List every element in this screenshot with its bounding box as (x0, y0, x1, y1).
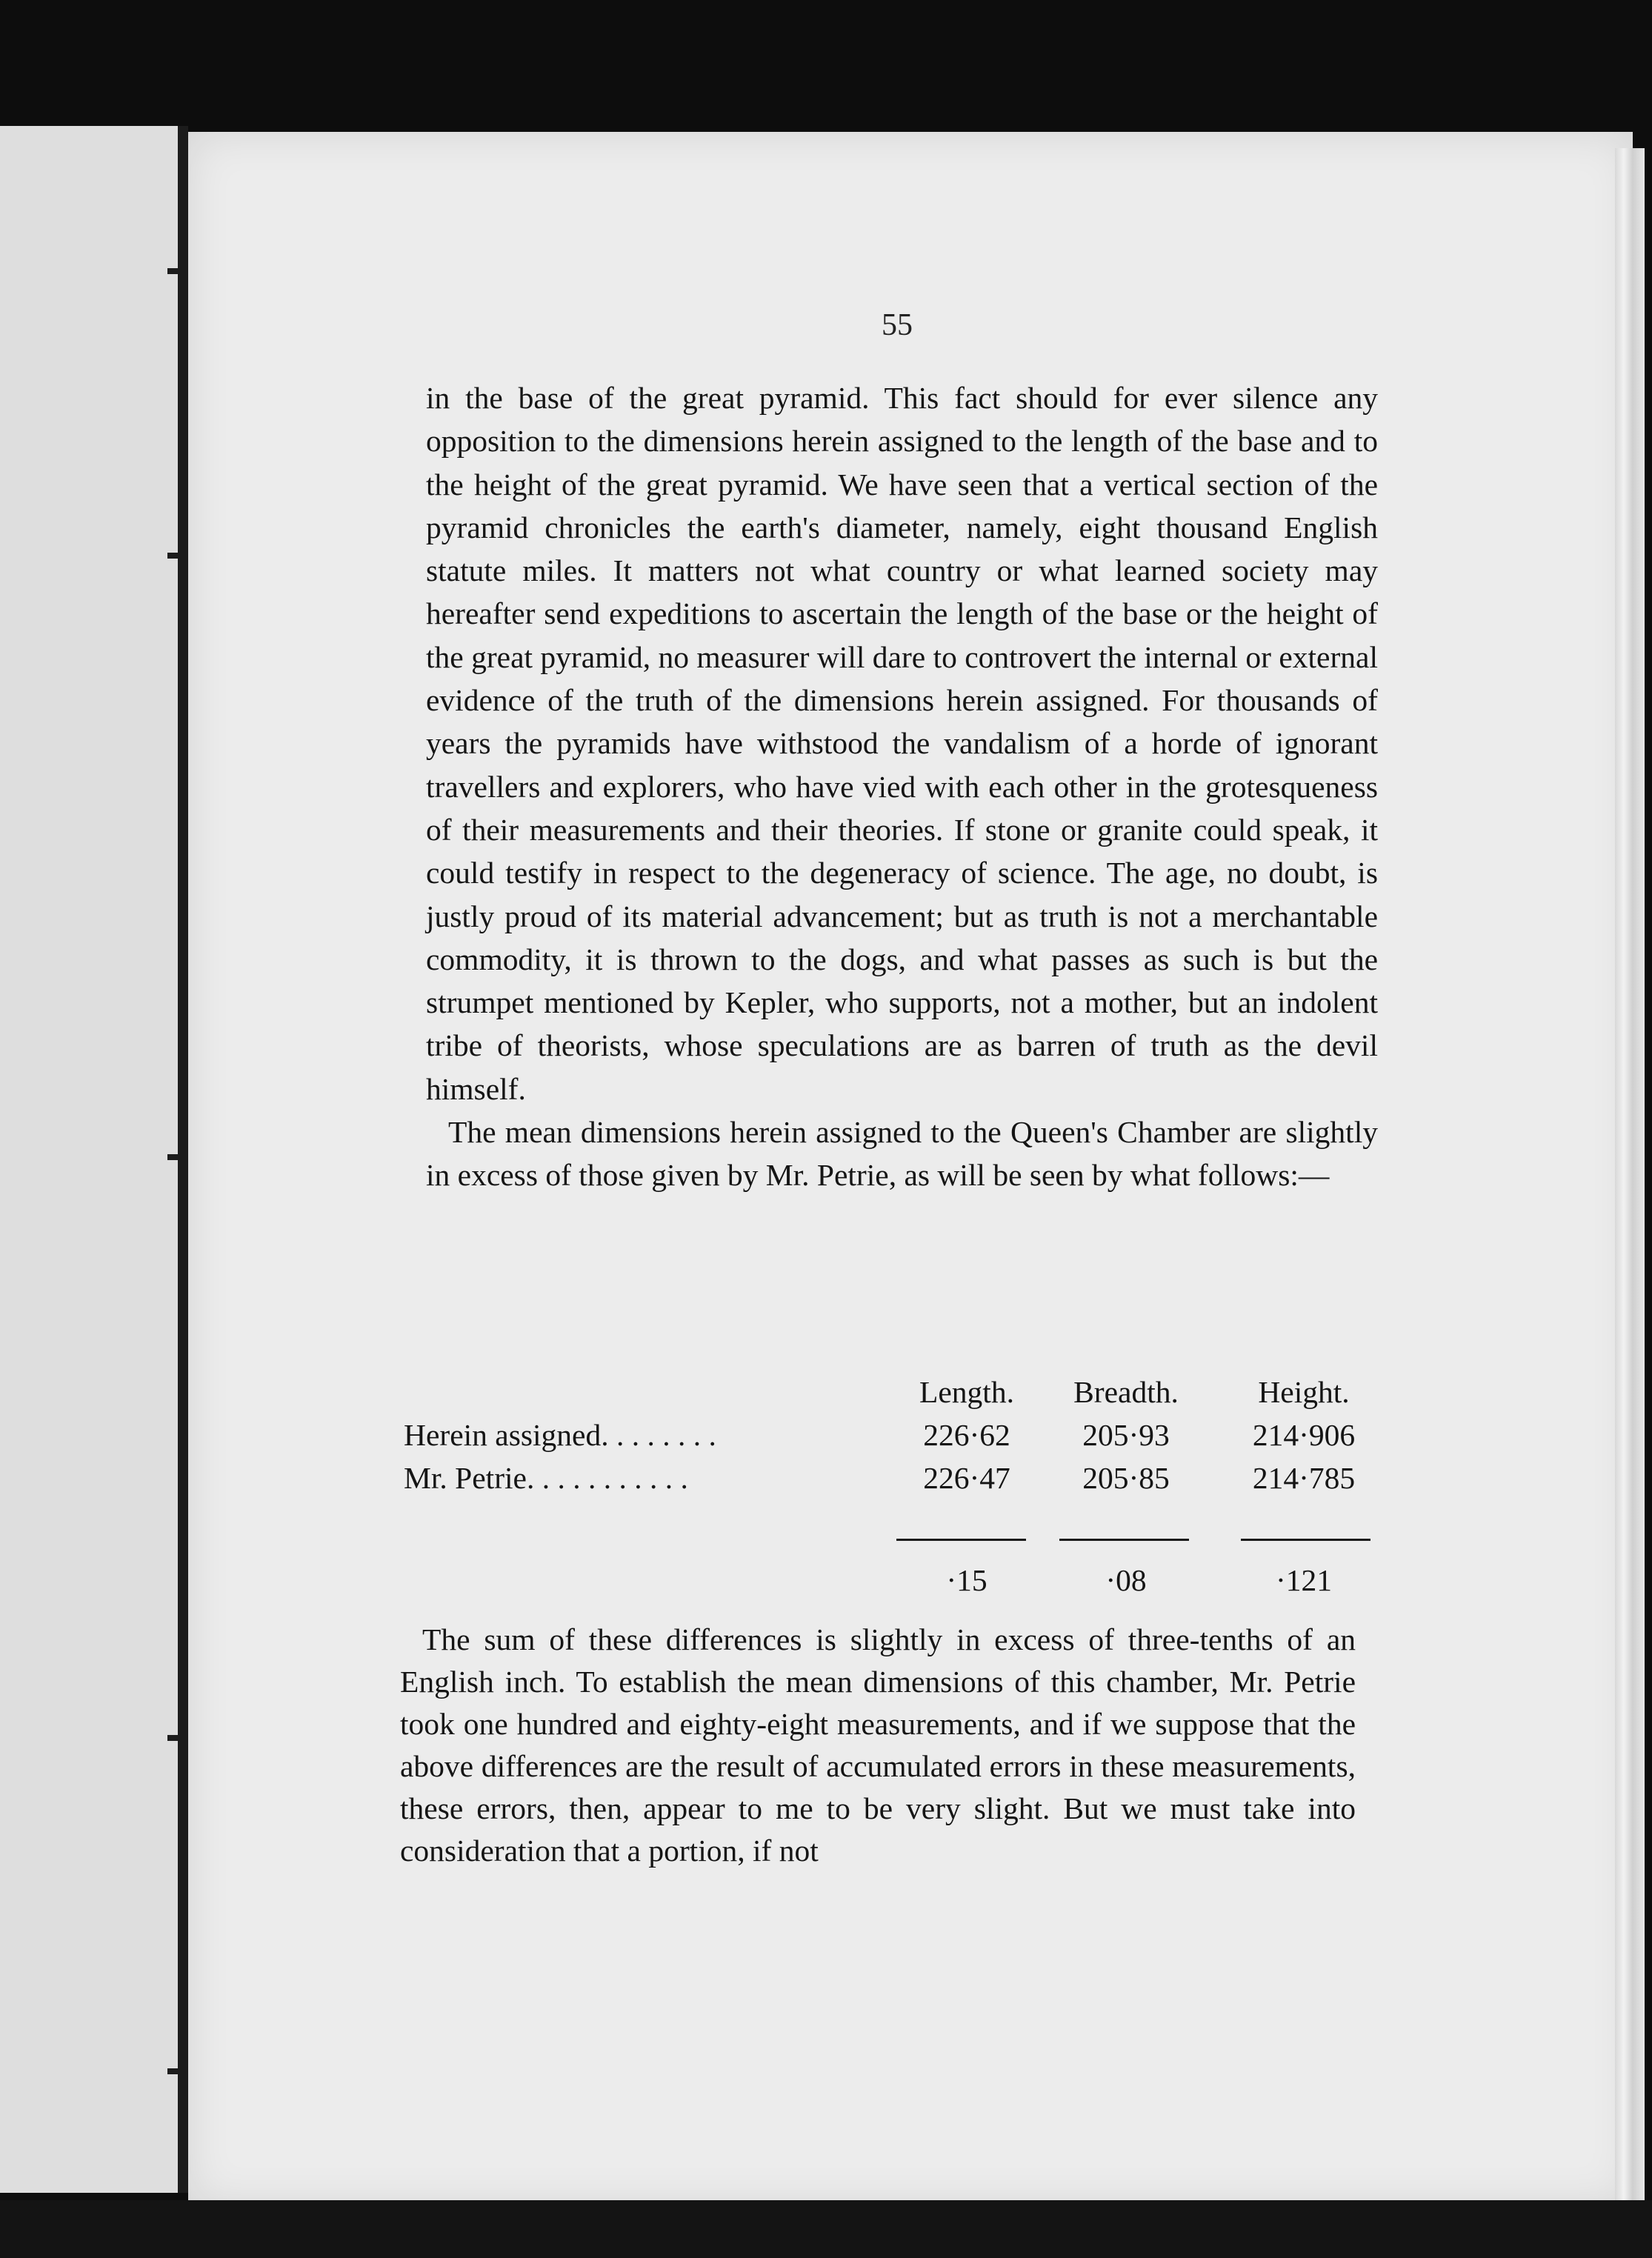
table-header-row (404, 1374, 1389, 1417)
difference-value: ·08 (1105, 1563, 1147, 1597)
adjacent-page-edge (0, 126, 184, 2193)
binding-mark (167, 1735, 187, 1741)
table-cell: 226·47 (923, 1461, 1010, 1495)
body-text (426, 376, 1378, 1197)
difference-value: ·121 (1275, 1563, 1333, 1597)
table-cell: 205·85 (1082, 1461, 1170, 1495)
row-label: Herein assigned. . . . . . . . (404, 1418, 716, 1452)
binding-mark (167, 1154, 187, 1160)
scan-border (0, 2200, 1652, 2258)
table-row (404, 1460, 1389, 1503)
paragraph: The mean dimensions herein assigned to the Queen's Chamber are slightly in excess of those given by Mr. Petrie, as will be seen by what follows:— (426, 1115, 1378, 1193)
binding-mark (167, 268, 187, 274)
subtraction-rule (896, 1539, 1026, 1541)
page-number: 55 (882, 308, 913, 342)
table-cell: 214·785 (1252, 1461, 1356, 1495)
difference-value: ·15 (946, 1563, 987, 1597)
table-cell: 226·62 (923, 1418, 1010, 1452)
subtraction-rule (1241, 1539, 1370, 1541)
column-header: Height. (1258, 1375, 1350, 1409)
binding-mark (167, 553, 187, 559)
table-row (404, 1417, 1389, 1460)
row-label: Mr. Petrie. . . . . . . . . . . (404, 1461, 688, 1495)
column-header: Length. (919, 1375, 1014, 1409)
column-header: Breadth. (1073, 1375, 1179, 1409)
subtraction-rule (1059, 1539, 1189, 1541)
page-stack-edge (1615, 148, 1645, 2200)
difference-row (404, 1562, 1389, 1605)
paragraph: The sum of these differences is slightly in excess of three-tenths of an English inch. To establish the mean dimensions of this chamber, Mr. Petrie took one hundred and eighty-eight measurements, and if we suppose that the above differences are the result of accumulated errors in these measurements, these errors, then, appear to me to be very slight. But we must take into consideration that a portion, if not (400, 1622, 1356, 1868)
body-text-continued (400, 1619, 1356, 1872)
table-cell: 214·906 (1252, 1418, 1356, 1452)
table-cell: 205·93 (1082, 1418, 1170, 1452)
binding-mark (167, 2068, 187, 2074)
paragraph: in the base of the great pyramid. This fact should for ever silence any opposition to the dimensions herein assigned to the length of the base and to the height of the great pyramid. We have seen that a vertical section of the pyramid chronicles the earth's diameter, namely, eight thousand English statute miles. It matters not what country or what learned society may hereafter send expeditions to ascertain the length of the base or the height of the great pyramid, no measurer will dare to controvert the internal or external evidence of the truth of the dimensions herein assigned. For thousands of years the pyramids have withstood the vandalism of a horde of ignorant travellers and explorers, who have vied with each other in the grotesqueness of their measurements and their theories. If stone or granite could speak, it could testify in respect to the degeneracy of science. The age, no doubt, is justly proud of its material advancement; but as truth is not a merchantable commodity, it is thrown to the dogs, and what passes as such is but the strumpet mentioned by Kepler, who supports, not a mother, but an indolent tribe of theorists, whose speculations are as barren of truth as the devil himself. (426, 381, 1378, 1106)
